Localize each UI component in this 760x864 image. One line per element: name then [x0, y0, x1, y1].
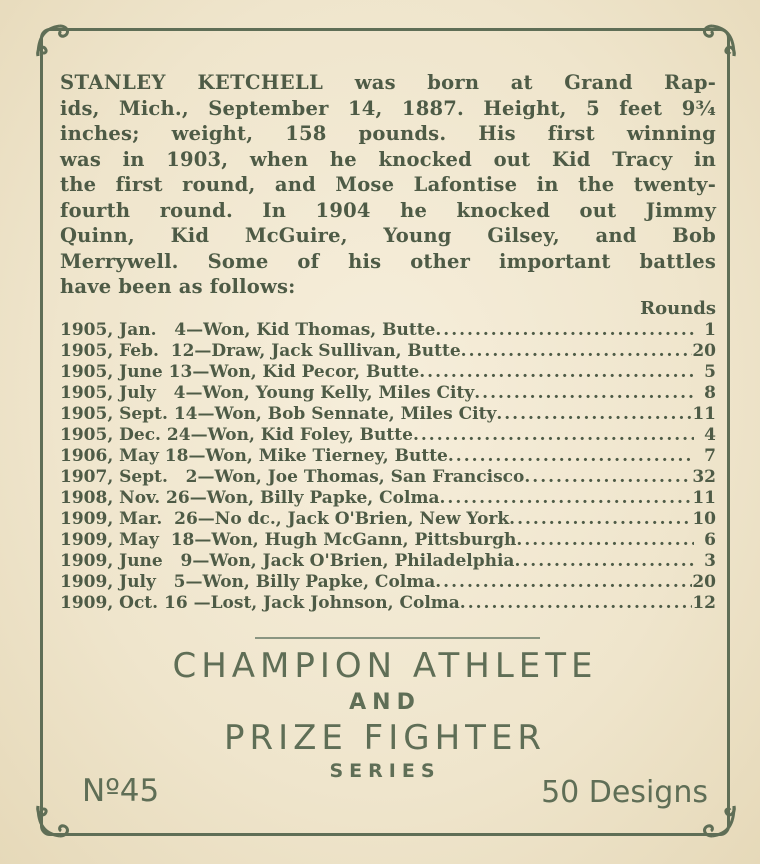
fight-description	[60, 551, 514, 572]
fight-date: 1909, Oct. 16	[60, 593, 188, 613]
fight-description	[60, 446, 448, 467]
fight-result: —Won, Jack O'Brien, Philadelphia	[192, 551, 515, 571]
fight-result: —Won, Kid Pecor, Butte	[192, 362, 420, 382]
fight-result: —No dc., Jack O'Brien, New York	[197, 509, 510, 529]
leader-dots	[419, 362, 694, 383]
bio-line: ids, Mich., September 14, 1887. Height, 5 feet 9¾	[60, 96, 716, 120]
fight-date: 1905, July 4	[60, 383, 186, 403]
fight-description	[60, 488, 439, 509]
fight-description	[60, 404, 496, 425]
fight-date: 1905, Dec. 24	[60, 425, 191, 445]
fight-date: 1905, June 13	[60, 362, 193, 382]
fight-description	[60, 509, 509, 530]
fight-result: —Won, Billy Papke, Colma	[185, 572, 436, 592]
leader-dots	[413, 425, 694, 446]
fight-rounds: 5	[704, 362, 716, 382]
bio-line: was in 1903, when he knocked out Kid Tracy in	[60, 147, 716, 171]
fighter-name: STANLEY KETCHELL	[60, 71, 324, 94]
fight-row	[60, 404, 716, 425]
fight-date: 1907, Sept. 2	[60, 467, 198, 487]
fight-result: —Won, Mike Tierney, Butte	[188, 446, 448, 466]
bio-line-text: was born at Grand Rap-	[354, 71, 716, 94]
series-title-line1: CHAMPION ATHLETE	[172, 646, 598, 686]
fight-description	[60, 320, 435, 341]
fight-rounds: 11	[692, 488, 716, 508]
fight-rounds: 7	[704, 446, 716, 466]
fight-record-list	[60, 320, 716, 614]
bio-line: Merrywell. Some of his other important battles	[60, 249, 716, 273]
corner-ornament-icon	[30, 18, 76, 64]
card-number: Nº45	[82, 773, 160, 809]
fight-description	[60, 593, 460, 614]
fight-date: 1909, June 9	[60, 551, 193, 571]
fight-rounds: 4	[704, 425, 716, 445]
fight-row	[60, 551, 716, 572]
fight-row	[60, 320, 716, 341]
leader-dots	[524, 467, 692, 488]
fight-description	[60, 467, 524, 488]
fight-row	[60, 446, 716, 467]
bio-line	[60, 70, 716, 96]
fight-result: —Lost, Jack Johnson, Colma	[187, 593, 460, 613]
fight-row	[60, 509, 716, 530]
leader-dots	[439, 488, 692, 509]
fight-rounds: 6	[704, 530, 716, 550]
leader-dots	[435, 320, 694, 341]
designs-count: 50 Designs	[541, 775, 708, 810]
fight-result: —Won, Billy Papke, Colma	[189, 488, 440, 508]
fight-row	[60, 530, 716, 551]
fight-description	[60, 341, 461, 362]
bio-line: inches; weight, 158 pounds. His first winning	[60, 122, 716, 145]
biography-text	[60, 70, 716, 300]
leader-dots	[448, 446, 694, 467]
corner-ornament-icon	[30, 798, 76, 844]
fight-rounds: 10	[692, 509, 716, 529]
fight-date: 1905, Jan. 4	[60, 320, 187, 340]
leader-dots	[474, 383, 694, 404]
fight-result: —Won, Young Kelly, Miles City	[185, 383, 475, 403]
leader-dots	[461, 341, 693, 362]
bio-line: fourth round. In 1904 he knocked out Jimmy	[60, 198, 716, 222]
bio-line: have been as follows:	[60, 275, 296, 298]
fight-rounds: 8	[704, 383, 716, 403]
series-title-line4: SERIES	[329, 760, 441, 782]
bio-line: Quinn, Kid McGuire, Young Gilsey, and Bob	[60, 224, 716, 247]
fight-rounds: 20	[692, 572, 716, 592]
fight-row	[60, 572, 716, 593]
fight-date: 1909, May 18	[60, 530, 195, 550]
fight-rounds: 20	[692, 341, 716, 361]
fight-row	[60, 593, 716, 614]
fight-row	[60, 467, 716, 488]
fight-rounds: 3	[704, 551, 716, 571]
fight-result: —Draw, Jack Sullivan, Butte	[194, 341, 461, 361]
divider-rule	[255, 637, 540, 639]
fight-result: —Won, Bob Sennate, Miles City	[197, 404, 497, 424]
leader-dots	[460, 593, 693, 614]
fight-row	[60, 425, 716, 446]
fight-description	[60, 425, 413, 446]
fight-rounds: 11	[692, 404, 716, 424]
fight-rounds: 12	[692, 593, 716, 613]
fight-result: —Won, Kid Foley, Butte	[190, 425, 413, 445]
fight-rounds: 32	[692, 467, 716, 487]
fight-date: 1908, Nov. 26	[60, 488, 190, 508]
fight-result: —Won, Joe Thomas, San Francisco	[197, 467, 525, 487]
fight-rounds: 1	[704, 320, 716, 340]
fight-row	[60, 488, 716, 509]
fight-result: —Won, Hugh McGann, Pittsburgh	[194, 530, 517, 550]
fight-date: 1906, May 18	[60, 446, 189, 466]
leader-dots	[496, 404, 692, 425]
rounds-column-header: Rounds	[640, 298, 716, 319]
fight-row	[60, 341, 716, 362]
fight-date: 1909, Mar. 26	[60, 509, 198, 529]
fight-date: 1905, Feb. 12	[60, 341, 195, 361]
fight-description	[60, 530, 516, 551]
fight-description	[60, 383, 474, 404]
leader-dots	[514, 551, 694, 572]
bio-line: the first round, and Mose Lafontise in the twenty-	[60, 173, 716, 196]
fight-row	[60, 383, 716, 404]
fight-description	[60, 572, 435, 593]
series-title-line2: AND	[349, 690, 421, 715]
fight-row	[60, 362, 716, 383]
leader-dots	[516, 530, 694, 551]
corner-ornament-icon	[696, 18, 742, 64]
leader-dots	[509, 509, 692, 530]
fight-date: 1905, Sept. 14	[60, 404, 198, 424]
leader-dots	[435, 572, 692, 593]
fight-description	[60, 362, 419, 383]
fight-result: —Won, Kid Thomas, Butte	[186, 320, 436, 340]
series-title-line3: PRIZE FIGHTER	[223, 718, 547, 758]
fight-date: 1909, July 5	[60, 572, 186, 592]
